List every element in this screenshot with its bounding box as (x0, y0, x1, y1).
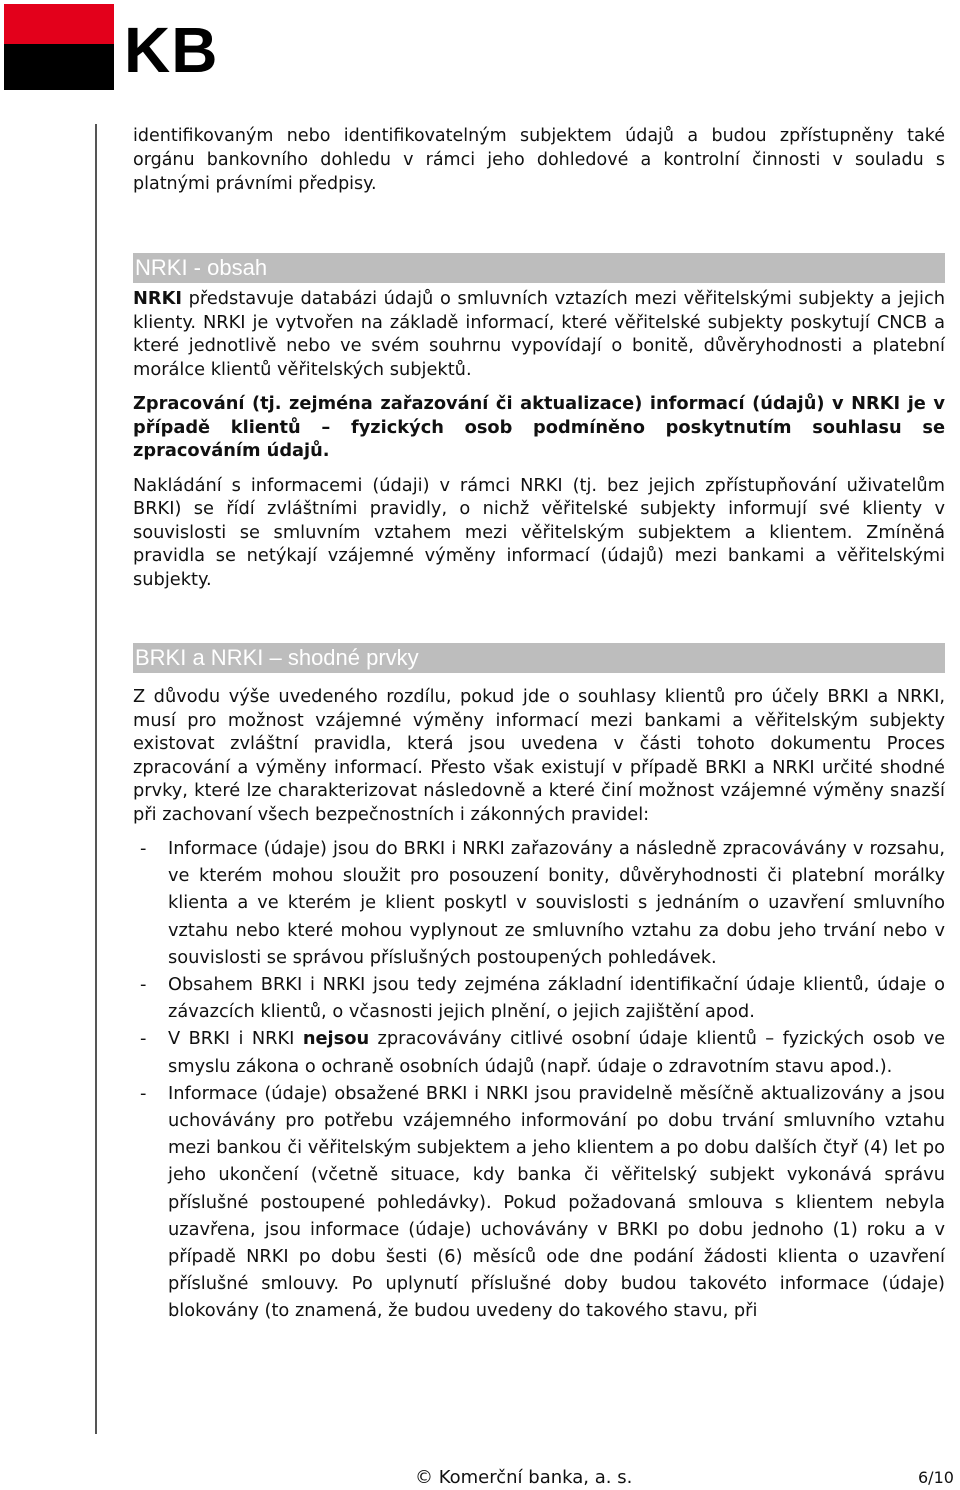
nrki-paragraph-1-text: představuje databázi údajů o smluvních vztazích mezi věřitelskými subjekty a jejich klienty. NRKI je vytvořen na základě informací, které věřitelské subjekty poskytují CNCB a které jednotlivě nebo ve svém souhrnu vypovídají o bonitě, důvěryhodnosti a platební morálce klientů věřitelských subjektů. (133, 288, 945, 380)
shared-features-list (133, 835, 945, 1325)
nrki-bold-label: NRKI (133, 288, 182, 309)
kb-logo (4, 4, 264, 94)
list-item-text: Obsahem BRKI i NRKI jsou tedy zejména základní identifikační údaje klientů, údaje o závazcích klientů, o včasnosti jejich plnění, o jejich zajištění apod. (168, 974, 945, 1023)
nrki-paragraph-2: Zpracování (tj. zejména zařazování či aktualizace) informací (údajů) v NRKI je v případě klientů – fyzických osob podmíněno poskytnutím souhlasu se zpracováním údajů. (133, 393, 945, 461)
list-item (133, 1080, 945, 1325)
bullet-dash: - (140, 974, 147, 996)
list-item-bold: nejsou (302, 1028, 370, 1050)
intro-paragraph: identifikovaným nebo identifikovatelným subjektem údajů a budou zpřístupněny také orgánu bankovního dohledu v rámci jeho dohledové a kontrolní činnosti v souladu s platnými právními předpisy. (133, 126, 945, 194)
list-item-text-pre: V BRKI i NRKI (168, 1028, 303, 1050)
bullet-dash: - (140, 1028, 147, 1050)
footer-copyright: © Komerční banka, a. s. (415, 1467, 633, 1488)
nrki-paragraph-1 (133, 287, 945, 381)
list-item-text: Informace (údaje) jsou do BRKI i NRKI zařazovány a následně zpracovávány v rozsahu, ve kterém mohou sloužit pro posouzení bonity, důvěryhodnosti či platební morálky klienta a ve kterém je klient poskytl v souvislosti s jednáním o uzavření smluvního vztahu nebo které mohou vyplynout ze smluvního vztahu za dobu jeho trvání nebo v souvislosti se správou příslušných postoupených pohledávek. (168, 838, 945, 968)
brki-paragraph: Z důvodu výše uvedeného rozdílu, pokud jde o souhlasy klientů pro účely BRKI a NRKI, musí pro možnost vzájemné výměny informací mezi bankami a věřitelským subjekty existovat zvláštní pravidla, která jsou uvedena v části tohoto dokumentu Proces zpracování a výměny informací. Přesto však existují v případě BRKI a NRKI určité shodné prvky, které lze charakterizovat následovně a které činí možnost vzájemné výměny snazší při zachovaní všech bezpečnostních i zákonných pravidel: (133, 686, 945, 825)
page-content (133, 124, 945, 1325)
logo-text: KB (124, 14, 219, 86)
nrki-paragraph-3: Nakládání s informacemi (údaji) v rámci NRKI (tj. bez jejich zpřístupňování uživatelům BRKI) se řídí zvláštními pravidly, o nichž věřitelské subjekty informují své klienty v souvislosti se smluvním vztahem mezi věřitelským subjektem a klientem. Zmíněná pravidla se netýkají vzájemné výměny informací (údajů) mezi bankami a věřitelskými subjekty. (133, 474, 945, 590)
list-item-text: Informace (údaje) obsažené BRKI i NRKI jsou pravidelně měsíčně aktualizovány a jsou uchovávány pro potřebu vzájemného informování po dobu trvání smluvního vztahu mezi bankou či věřitelským subjektem a jeho klientem a po dobu dalších čtyř (4) let po jeho ukončení (včetně situace, kdy banka či věřitelský subjekt vykonává správu příslušné postoupené pohledávky). Pokud požadovaná smlouva s klientem nebyla uzavřena, jsou informace (údaje) uchovávány v BRKI po dobu jednoho (1) roku a v případě NRKI po dobu šesti (6) měsíců ode dne podání žádosti klienta o uzavření příslušné smlouvy. Po uplynutí příslušné doby budou takovéto informace (údaje) blokovány (to znamená, že budou uvedeny do takového stavu, při (168, 1082, 945, 1322)
list-item (133, 1025, 945, 1079)
bullet-dash: - (140, 1082, 147, 1104)
logo-black-block (4, 44, 114, 90)
section-heading-nrki: NRKI - obsah (133, 253, 945, 283)
list-item (133, 971, 945, 1025)
logo-red-block (4, 4, 114, 44)
page-number: 6/10 (918, 1468, 954, 1487)
list-item (133, 835, 945, 971)
list-item-text-post: zpracovávány citlivé osobní údaje klientů – fyzických osob ve smyslu zákona o ochraně osobních údajů (např. údaje o zdravotním stavu apod.). (168, 1028, 946, 1077)
section-heading-brki-nrki: BRKI a NRKI – shodné prvky (133, 643, 945, 673)
margin-rule (95, 124, 97, 1434)
bullet-dash: - (140, 838, 147, 859)
